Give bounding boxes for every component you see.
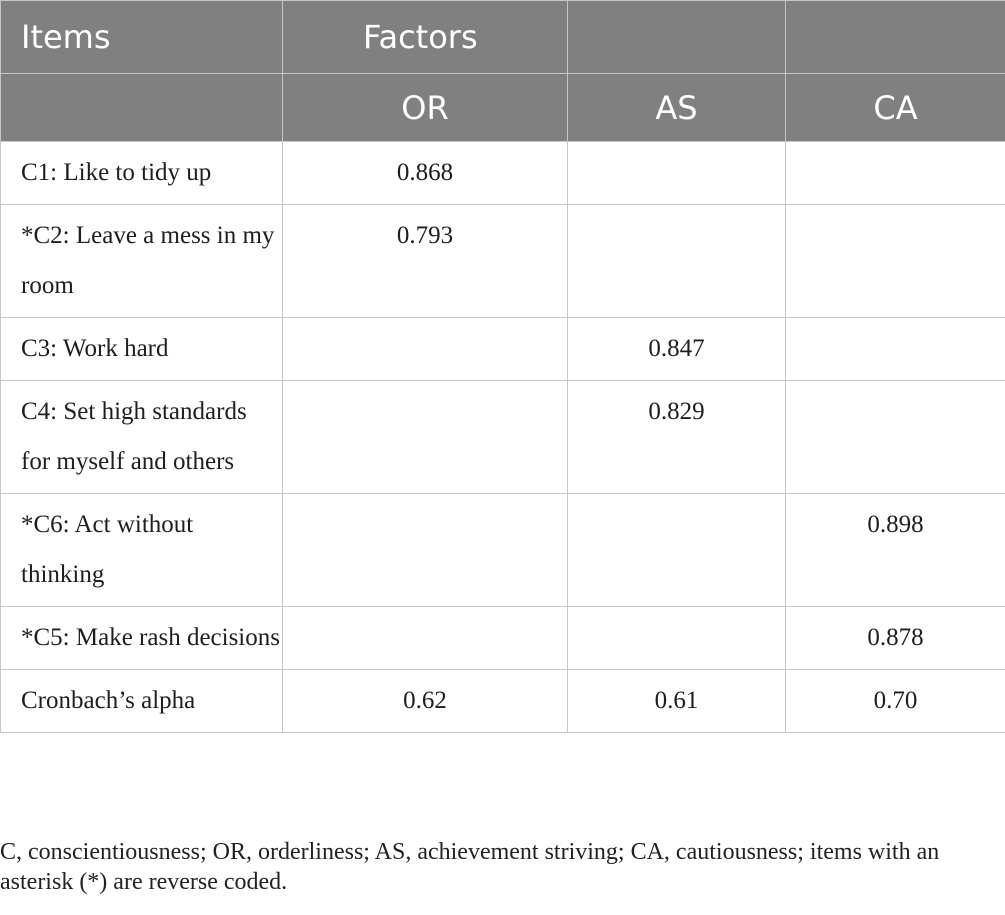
item-cell: C4: Set high standards for myself and others	[1, 381, 283, 494]
table-row	[1, 142, 1005, 205]
header-row-2	[1, 74, 1005, 142]
as-cell	[568, 494, 786, 607]
header-ca: CA	[786, 74, 1005, 142]
ca-cell	[786, 318, 1005, 381]
item-cell: C3: Work hard	[1, 318, 283, 381]
item-cell: *C6: Act without thinking	[1, 494, 283, 607]
header-or: OR	[283, 74, 568, 142]
or-cell: 0.793	[283, 205, 568, 318]
header-empty	[786, 1, 1005, 74]
item-cell: *C5: Make rash decisions	[1, 607, 283, 670]
as-cell	[568, 607, 786, 670]
header-empty	[568, 1, 786, 74]
table-row	[1, 318, 1005, 381]
header-row-1	[1, 1, 1005, 74]
table-row	[1, 381, 1005, 494]
or-cell	[283, 318, 568, 381]
or-cell	[283, 494, 568, 607]
ca-cell: 0.898	[786, 494, 1005, 607]
item-cell: C1: Like to tidy up	[1, 142, 283, 205]
as-cell: 0.847	[568, 318, 786, 381]
header-empty	[1, 74, 283, 142]
as-cell	[568, 205, 786, 318]
item-cell: Cronbach’s alpha	[1, 670, 283, 733]
ca-cell	[786, 142, 1005, 205]
or-cell: 0.868	[283, 142, 568, 205]
ca-cell: 0.70	[786, 670, 1005, 733]
table-row	[1, 205, 1005, 318]
table-footnote: C, conscientiousness; OR, orderliness; AS, achievement striving; CA, cautiousness; items with an asterisk (*) are reverse coded.	[0, 839, 940, 895]
table-row	[1, 670, 1005, 733]
ca-cell: 0.878	[786, 607, 1005, 670]
header-as: AS	[568, 74, 786, 142]
or-cell: 0.62	[283, 670, 568, 733]
or-cell	[283, 381, 568, 494]
as-cell: 0.61	[568, 670, 786, 733]
ca-cell	[786, 205, 1005, 318]
item-cell: *C2: Leave a mess in my room	[1, 205, 283, 318]
table-row	[1, 494, 1005, 607]
table-row	[1, 607, 1005, 670]
header-items: Items	[1, 1, 283, 74]
as-cell: 0.829	[568, 381, 786, 494]
or-cell	[283, 607, 568, 670]
header-factors: Factors	[283, 1, 568, 74]
as-cell	[568, 142, 786, 205]
ca-cell	[786, 381, 1005, 494]
